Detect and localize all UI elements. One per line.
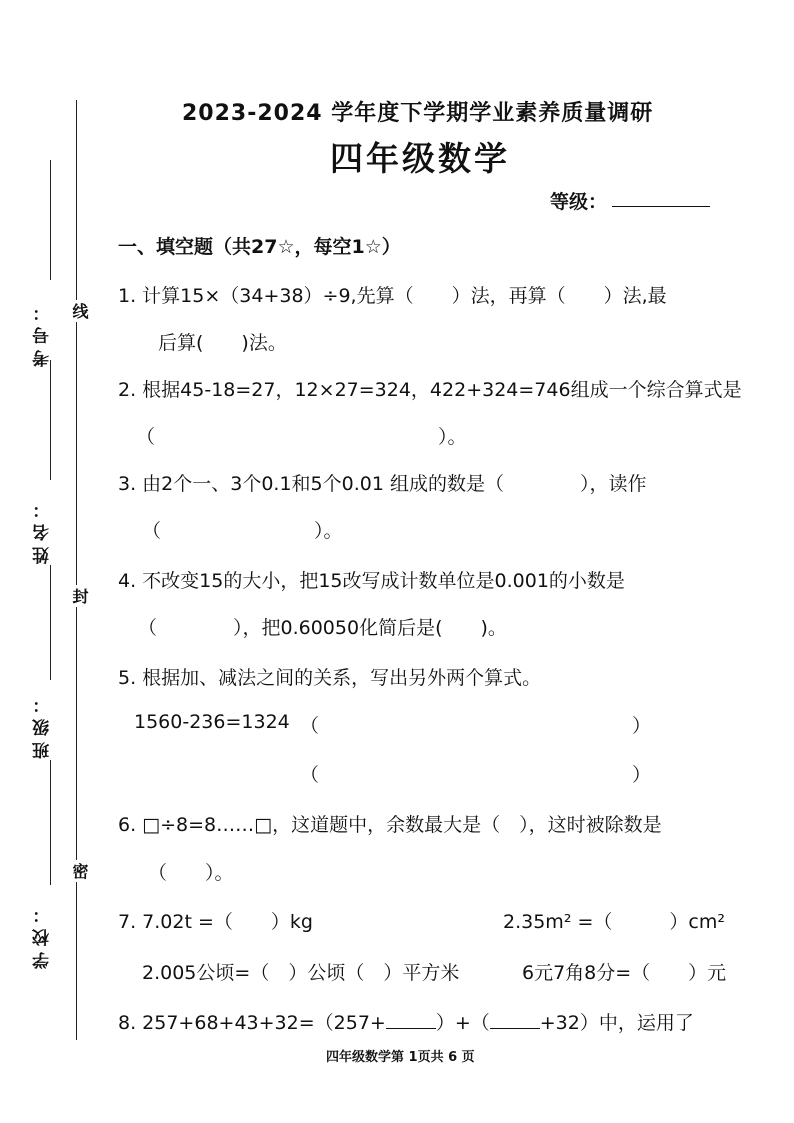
question-5-equation: 1560-236=1324: [134, 711, 290, 733]
question-8-end: +32）中，运用了: [539, 1012, 694, 1034]
question-6-line2: （ ）。: [148, 862, 234, 884]
question-5-blank1-close: ）: [632, 715, 652, 737]
exam-no-blank: [50, 160, 51, 280]
question-4-line1: 4. 不改变15的大小，把15改写成计数单位是0.001的小数是: [118, 570, 625, 592]
question-5-blank2-open: （: [300, 764, 320, 786]
binding-line: [76, 100, 77, 1040]
exam-no-label: 考号：: [33, 298, 53, 367]
name-label: 姓名：: [33, 495, 53, 564]
seal-line-label: 线: [68, 300, 91, 322]
question-3-close: ）。: [314, 520, 343, 542]
school-blank: [50, 760, 51, 885]
section-heading: 一、填空题（共27☆，每空1☆）: [118, 236, 401, 258]
question-2-close: ）。: [438, 426, 467, 448]
class-label: 班级：: [33, 690, 53, 759]
question-7-part4: 6元7角8分=（ ）元: [522, 962, 727, 984]
question-1-line1: 1. 计算15×（34+38）÷9,先算（ ）法，再算（ ）法,最: [118, 285, 667, 307]
question-3-open: （: [142, 520, 162, 542]
question-1-line2: 后算( )法。: [158, 332, 287, 354]
question-8-blank1: [386, 1028, 436, 1029]
page-footer: 四年级数学第 1页共 6 页: [326, 1050, 475, 1065]
question-8-mid: ）+（: [435, 1012, 490, 1034]
grade-label: 等级：: [550, 191, 608, 213]
question-8-line1: [118, 1008, 694, 1035]
exam-title: 2023-2024 学年度下学期学业素养质量调研: [182, 101, 654, 126]
question-7-part3: 2.005公顷=（ ）公顷（ ）平方米: [142, 962, 460, 984]
question-8-blank2: [490, 1028, 540, 1029]
question-8-start: 8. 257+68+43+32=（257+: [118, 1012, 386, 1034]
subject-title: 四年级数学: [330, 139, 510, 178]
question-3-line1: 3. 由2个一、3个0.1和5个0.01 组成的数是（ ），读作: [118, 473, 647, 495]
question-5-blank2-close: ）: [632, 764, 652, 786]
question-5-blank1-open: （: [300, 715, 320, 737]
class-blank: [50, 565, 51, 680]
question-7-part1: 7. 7.02t =（ ）kg: [118, 911, 313, 933]
question-5-line1: 5. 根据加、减法之间的关系，写出另外两个算式。: [118, 667, 542, 689]
seal-seal-label: 封: [68, 585, 91, 607]
name-blank: [50, 360, 51, 480]
question-2-open: （: [136, 426, 156, 448]
question-2-line1: 2. 根据45-18=27，12×27=324，422+324=746组成一个综合算式是: [118, 379, 742, 401]
school-label: 学校：: [33, 900, 53, 969]
seal-secret-label: 密: [68, 860, 91, 882]
question-6-line1: 6. □÷8=8……□，这道题中，余数最大是（ ），这时被除数是: [118, 814, 662, 836]
question-7-part2: 2.35m² =（ ）cm²: [503, 911, 725, 933]
grade-blank: [612, 206, 710, 207]
question-4-line2: （ ），把0.60050化简后是( )。: [138, 617, 507, 639]
